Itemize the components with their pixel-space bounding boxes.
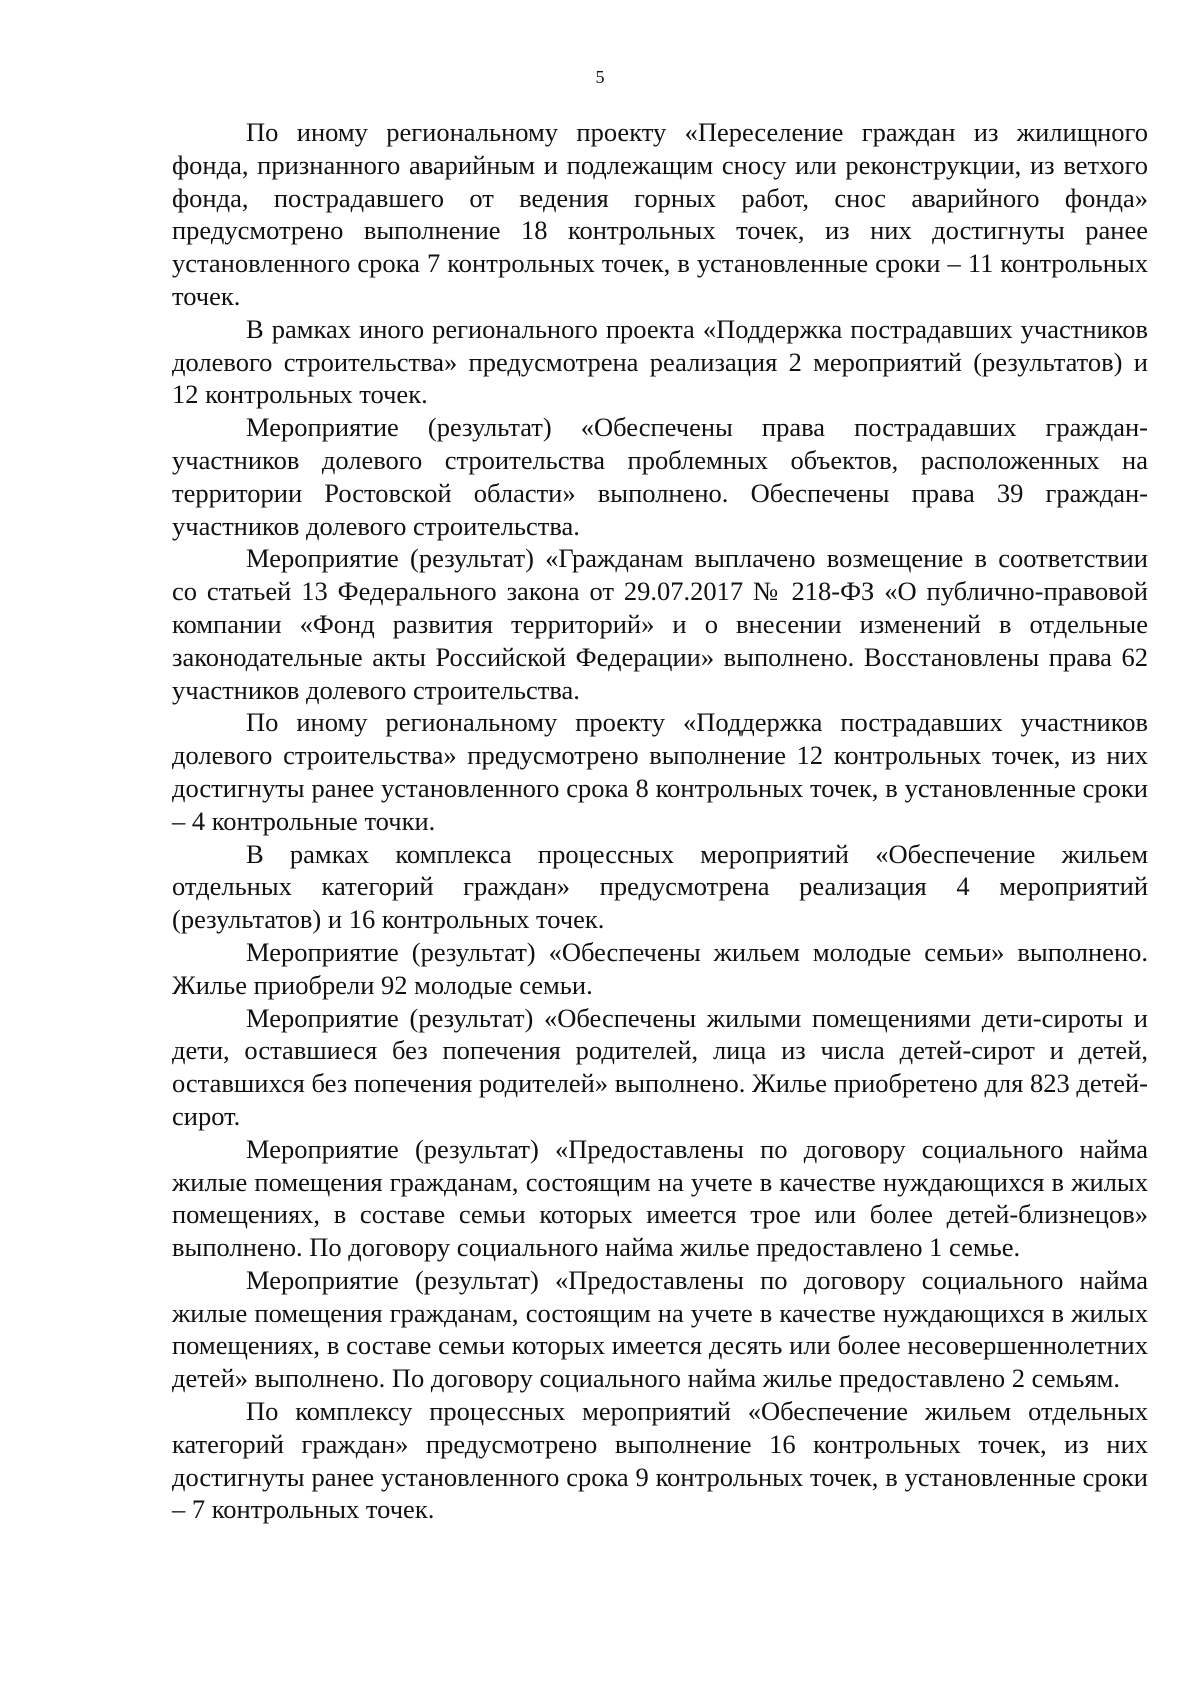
paragraph-shared-construction-project-summary: По иному региональному проекту «Поддержка пострадавших участников долевого строительства» предусмотрено выполнение 12 контрольных точек, из них достигнуты ранее установленного срока 8 контрольных точек, в установленные сроки – 4 контрольные точки. (172, 707, 1148, 836)
paragraph-shared-construction-project-intro: В рамках иного регионального проекта «Поддержка пострадавших участников долевого строительства» предусмотрена реализация 2 мероприятий (результатов) и 12 контрольных точек. (172, 313, 1148, 410)
paragraph-rights-of-shareholders-restored: Мероприятие (результат) «Обеспечены права пострадавших граждан-участников долевого строительства проблемных объектов, расположенных на территории Ростовской области» выполнено. Обеспечены права 39 граждан-участников долевого строительства. (172, 412, 1148, 541)
paragraph-young-families-housing: Мероприятие (результат) «Обеспечены жильем молодые семьи» выполнено. Жилье приобрели 92 молодые семьи. (172, 936, 1148, 1000)
paragraph-resettlement-project-summary: По иному региональному проекту «Переселение граждан из жилищного фонда, признанного аварийным и подлежащим сносу или реконструкции, из ветхого фонда, пострадавшего от ведения горных работ, снос аварийного фонда» предусмотрено выполнение 18 контрольных точек, из них достигнуты ранее установленного срока 7 контрольных точек, в установленные сроки – 11 контрольных точек. (172, 117, 1148, 311)
document-body (172, 116, 1148, 1526)
paragraph-twins-families-housing: Мероприятие (результат) «Предоставлены по договору социального найма жилые помещения гражданам, состоящим на учете в качестве нуждающихся в жилых помещениях, в составе семьи которых имеется трое или более детей-близнецов» выполнено. По договору социального найма жилье предоставлено 1 семье. (172, 1133, 1148, 1263)
paragraph-housing-complex-summary: По комплексу процессных мероприятий «Обеспечение жильем отдельных категорий граждан» предусмотрено выполнение 16 контрольных точек, из них достигнуты ранее установленного срока 9 контрольных точек, в установленные сроки – 7 контрольных точек. (172, 1396, 1148, 1525)
paragraph-compensation-paid: Мероприятие (результат) «Гражданам выплачено возмещение в соответствии со статьей 13 Федерального закона от 29.07.2017 № 218-ФЗ «О публично-правовой компании «Фонд развития территорий» и о внесении изменений в отдельные законодательные акты Российской Федерации» выполнено. Восстановлены права 62 участников долевого строительства. (172, 543, 1148, 705)
paragraph-orphans-housing: Мероприятие (результат) «Обеспечены жилыми помещениями дети-сироты и дети, оставшиеся без попечения родителей, лица из числа детей-сирот и детей, оставшихся без попечения родителей» выполнено. Жилье приобретено для 823 детей-сирот. (172, 1002, 1148, 1131)
paragraph-housing-complex-intro: В рамках комплекса процессных мероприятий «Обеспечение жильем отдельных категорий граждан» предусмотрена реализация 4 мероприятий (результатов) и 16 контрольных точек. (172, 838, 1148, 935)
page-number: 5 (595, 67, 605, 87)
paragraph-large-families-housing: Мероприятие (результат) «Предоставлены по договору социального найма жилые помещения гражданам, состоящим на учете в качестве нуждающихся в жилых помещениях, в составе семьи которых имеется десять или более несовершеннолетних детей» выполнено. По договору социального найма жилье предоставлено 2 семьям. (172, 1264, 1148, 1394)
